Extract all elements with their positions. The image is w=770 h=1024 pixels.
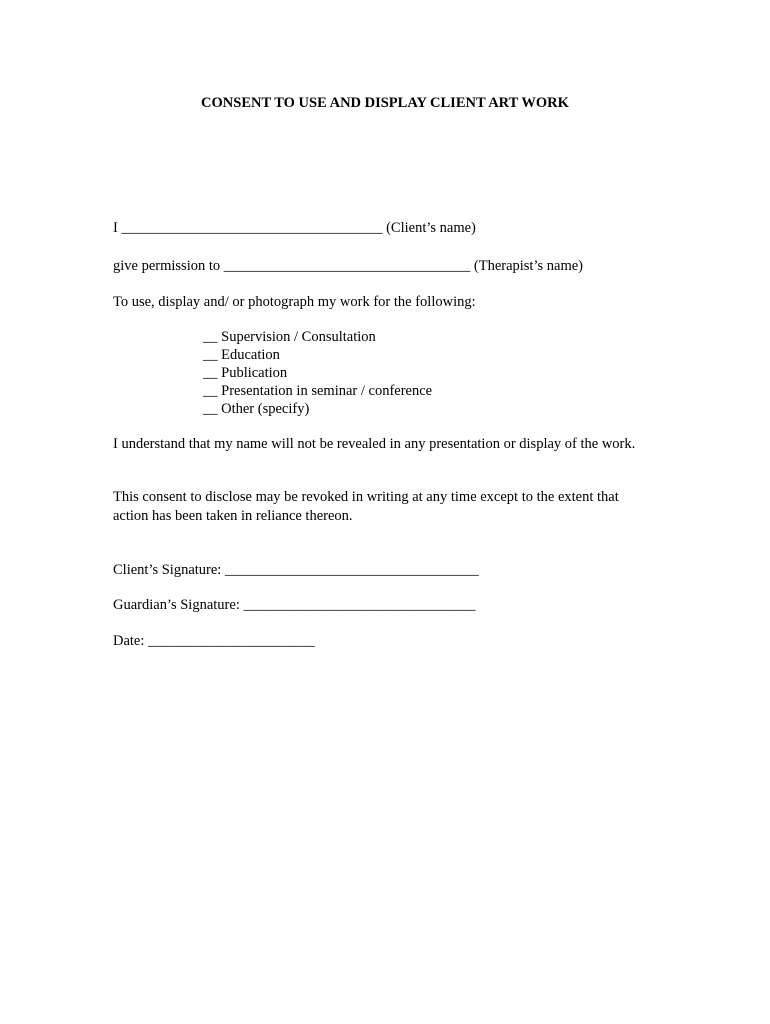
document-title: CONSENT TO USE AND DISPLAY CLIENT ART WORK	[201, 95, 569, 111]
purpose-intro: To use, display and/ or photograph my work for the following:	[113, 294, 476, 310]
option-supervision: __ Supervision / Consultation	[203, 329, 376, 345]
guardian-signature-line: Guardian’s Signature: ________________________________	[113, 597, 476, 613]
date-line: Date: _______________________	[113, 633, 315, 649]
therapist-name-line: give permission to __________________________________ (Therapist’s name)	[113, 258, 583, 274]
option-education: __ Education	[203, 347, 280, 363]
option-other: __ Other (specify)	[203, 401, 310, 417]
anonymity-statement: I understand that my name will not be revealed in any presentation or display of the work.	[113, 436, 636, 452]
revocation-statement: This consent to disclose may be revoked in writing at any time except to the extent that action has been taken in reliance thereon.	[113, 489, 619, 524]
client-signature-line: Client’s Signature: ___________________________________	[113, 562, 479, 578]
option-presentation: __ Presentation in seminar / conference	[203, 383, 433, 399]
client-name-line: I ____________________________________ (Client’s name)	[113, 220, 476, 236]
option-publication: __ Publication	[203, 365, 288, 381]
